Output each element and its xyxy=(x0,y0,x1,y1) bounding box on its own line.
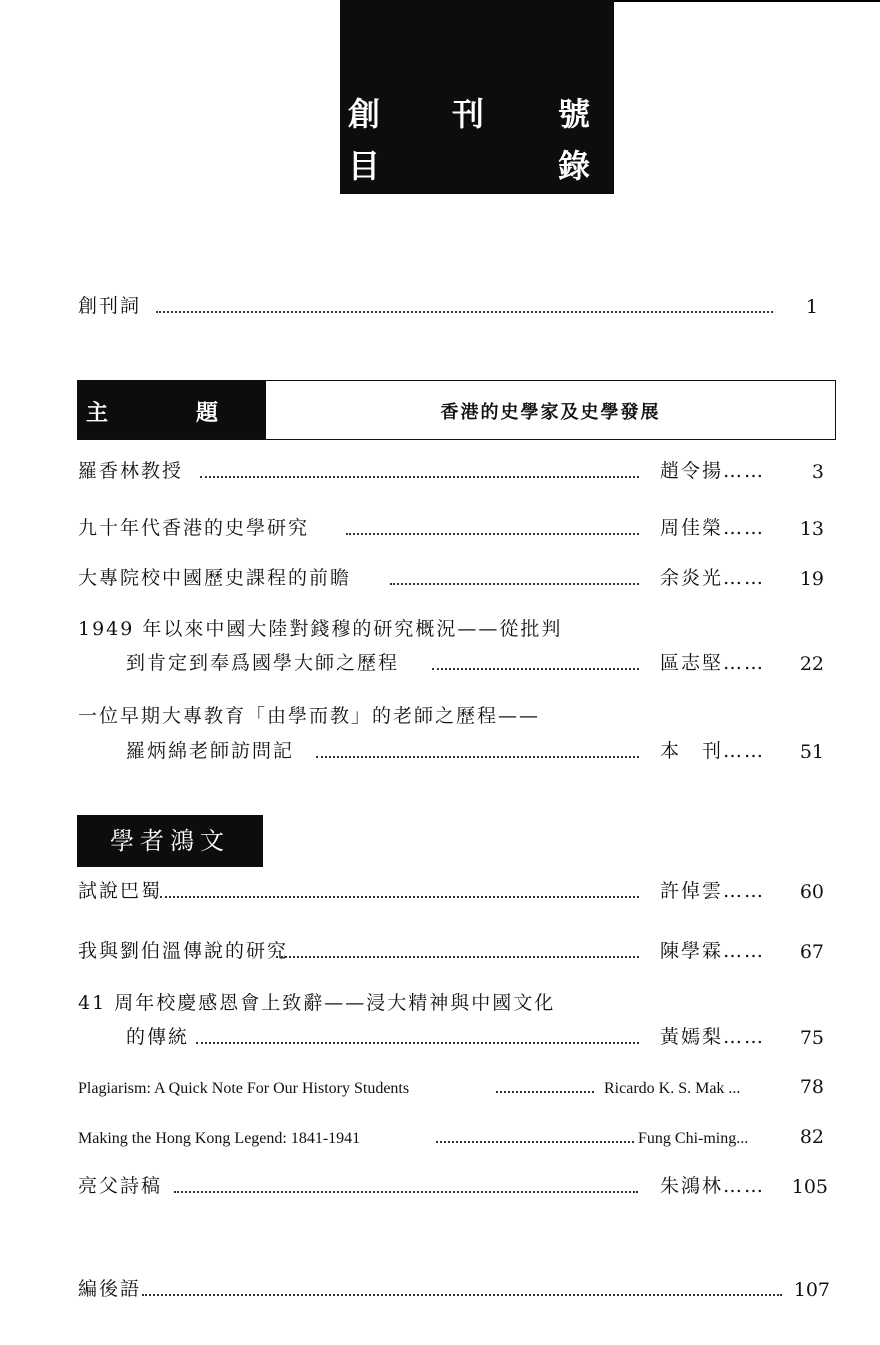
entry-title: 亮父詩稿 xyxy=(78,1175,163,1197)
title-char: 目 xyxy=(348,147,381,185)
entry-author: 朱鴻林…… xyxy=(660,1175,766,1197)
entry-title-line1: 41 周年校慶感恩會上致辭——浸大精神與中國文化 xyxy=(78,992,556,1014)
page-number: 78 xyxy=(799,1076,824,1098)
title-char: 錄 xyxy=(558,147,591,185)
entry-author: 本 刊…… xyxy=(660,740,766,762)
dot-leader xyxy=(316,756,639,758)
page-number: 13 xyxy=(799,518,824,540)
toc-entry[interactable] xyxy=(78,935,824,965)
entry-title: Making the Hong Kong Legend: 1841-1941 xyxy=(78,1130,361,1147)
entry-title: 創刊詞 xyxy=(78,295,142,317)
page-number: 51 xyxy=(799,741,824,763)
title-char: 號 xyxy=(558,95,591,133)
entry-title-line1: 一位早期大專教育「由學而教」的老師之歷程—— xyxy=(78,705,541,727)
dot-leader xyxy=(196,1042,639,1044)
dot-leader xyxy=(142,1294,782,1296)
entry-author: 許倬雲…… xyxy=(660,880,766,902)
entry-title: 編後語 xyxy=(78,1278,142,1300)
dot-leader xyxy=(432,668,639,670)
dot-leader xyxy=(436,1141,634,1143)
dot-leader xyxy=(156,311,773,313)
toc-entry[interactable] xyxy=(78,512,824,542)
dot-leader xyxy=(160,896,639,898)
dot-leader xyxy=(390,583,639,585)
entry-title: Plagiarism: A Quick Note For Our History Students xyxy=(78,1080,410,1097)
entry-title: 大專院校中國歷史課程的前瞻 xyxy=(78,567,352,589)
entry-title: 到肯定到奉爲國學大師之歷程 xyxy=(126,652,400,674)
entry-title: 的傳統 xyxy=(126,1026,190,1048)
entry-author: 周佳榮…… xyxy=(660,517,766,539)
page-number: 107 xyxy=(793,1279,830,1301)
page-number: 1 xyxy=(805,296,818,318)
theme-label xyxy=(78,381,266,439)
page-number: 75 xyxy=(799,1027,824,1049)
toc-entry-afterword[interactable] xyxy=(78,1273,830,1303)
dot-leader xyxy=(276,956,639,958)
toc-entry[interactable] xyxy=(78,562,824,592)
toc-entry[interactable] xyxy=(78,647,824,677)
page-number: 3 xyxy=(811,461,824,483)
page-number: 60 xyxy=(799,881,824,903)
entry-title: 羅炳綿老師訪問記 xyxy=(126,740,295,762)
dot-leader xyxy=(496,1091,594,1093)
toc-entry[interactable] xyxy=(78,1070,824,1100)
entry-author: 黃嫣梨…… xyxy=(660,1026,766,1048)
toc-entry[interactable] xyxy=(78,875,824,905)
entry-title: 羅香林教授 xyxy=(78,460,184,482)
entry-author: 余炎光…… xyxy=(660,567,766,589)
scholars-section-label: 學者鴻文 xyxy=(77,815,263,867)
entry-title: 九十年代香港的史學研究 xyxy=(78,517,310,539)
page-number: 19 xyxy=(799,568,824,590)
page-number: 105 xyxy=(791,1176,828,1198)
toc-entry[interactable] xyxy=(78,455,824,485)
theme-label-char: 題 xyxy=(196,401,219,426)
toc-entry[interactable] xyxy=(78,735,824,765)
issue-title-block xyxy=(340,0,614,194)
page-number: 67 xyxy=(799,941,824,963)
dot-leader xyxy=(174,1191,638,1193)
toc-entry[interactable] xyxy=(78,1021,824,1051)
theme-label-char: 主 xyxy=(86,401,109,426)
toc-entry[interactable] xyxy=(78,1120,824,1150)
toc-entry-preface[interactable] xyxy=(78,290,818,320)
title-char: 刊 xyxy=(452,95,485,133)
theme-title: 香港的史學家及史學發展 xyxy=(440,402,661,423)
entry-author: Ricardo K. S. Mak ... xyxy=(604,1080,741,1097)
entry-author: 陳學霖…… xyxy=(660,940,766,962)
toc-entry[interactable] xyxy=(78,1170,828,1200)
title-char: 創 xyxy=(348,95,381,133)
top-rule xyxy=(612,0,880,2)
entry-title: 我與劉伯溫傳說的研究 xyxy=(78,940,289,962)
dot-leader xyxy=(346,533,639,535)
entry-author: 區志堅…… xyxy=(660,652,766,674)
theme-banner xyxy=(77,380,836,440)
entry-title: 試說巴蜀 xyxy=(78,880,163,902)
page-number: 82 xyxy=(799,1126,824,1148)
page-number: 22 xyxy=(799,653,824,675)
entry-author: Fung Chi-ming... xyxy=(638,1130,749,1147)
entry-title-line1: 1949 年以來中國大陸對錢穆的研究概況——從批判 xyxy=(78,618,563,640)
dot-leader xyxy=(200,476,639,478)
entry-author: 趙令揚…… xyxy=(660,460,766,482)
